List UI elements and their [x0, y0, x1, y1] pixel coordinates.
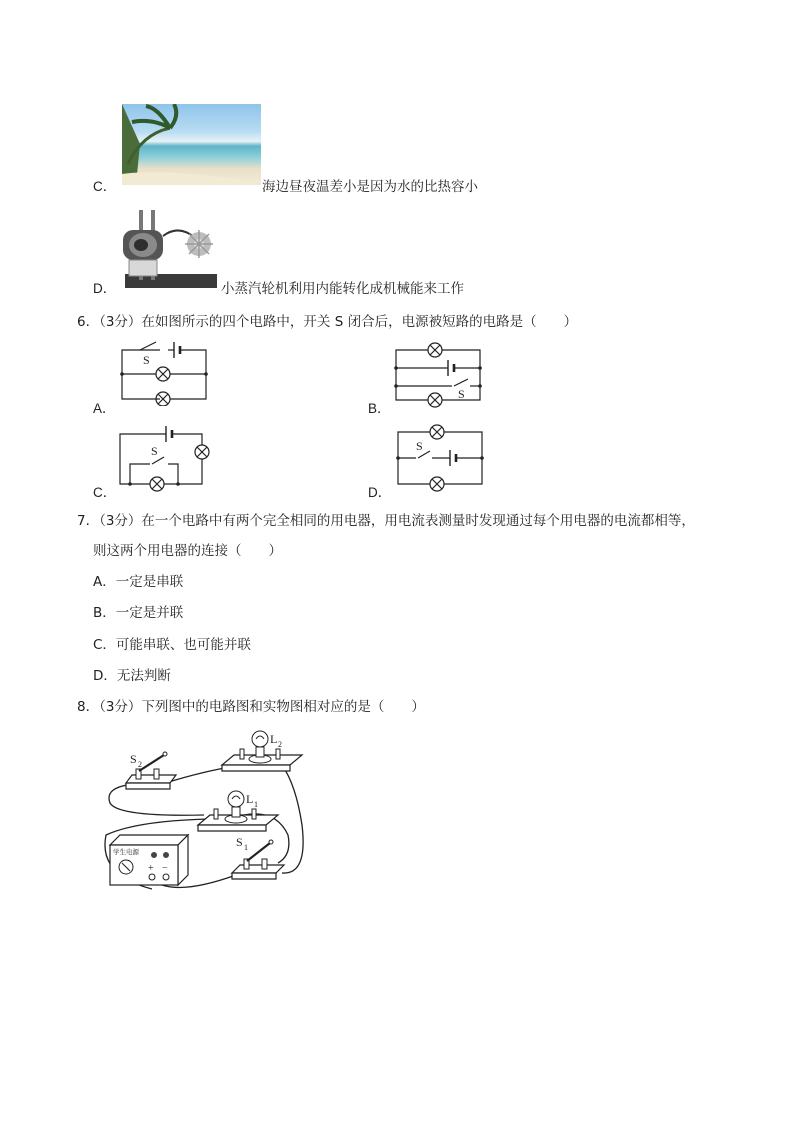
circuit-diagram-a: [116, 336, 212, 406]
beach-photo: [122, 104, 261, 185]
switch-label: S: [151, 444, 158, 458]
question-stem: 6．（3分）在如图所示的四个电路中，开关 S 闭合后，电源被短路的电路是（ ）: [77, 314, 578, 330]
option-letter: A．: [93, 401, 116, 416]
option-letter: C．: [93, 179, 117, 194]
l1-subscript: 1: [254, 800, 258, 809]
terminal-icon: [149, 874, 155, 880]
l2-label: L: [270, 732, 278, 746]
switch-label: S: [143, 353, 150, 367]
option-a: A．一定是串联: [93, 574, 184, 590]
power-supply: [110, 835, 188, 885]
circuit-diagram-c: [116, 422, 216, 494]
lamp-icon: [195, 445, 209, 459]
steam-turbine-photo: [117, 208, 220, 292]
lamp-icon: [430, 477, 444, 491]
lamp-l1: [198, 791, 278, 831]
option-d: D．无法判断: [93, 668, 171, 684]
indicator-icon: [163, 852, 169, 858]
lamp-l2: [222, 731, 302, 771]
s1-label: S: [236, 835, 243, 849]
option-b: B．一定是并联: [93, 605, 184, 621]
lamp-icon: [428, 393, 442, 407]
question-stem-line-2: 则这两个用电器的连接（ ）: [93, 543, 282, 559]
l1-label: L: [246, 792, 254, 806]
option-letter: D．: [368, 485, 392, 500]
bulb-icon: [252, 731, 268, 747]
bulb-icon: [228, 791, 244, 807]
lamp-icon: [430, 425, 444, 439]
switch-label: S: [416, 439, 423, 453]
s2-label: S: [130, 752, 137, 766]
terminal-icon: [163, 874, 169, 880]
option-letter: C．: [93, 485, 117, 500]
s2-subscript: 2: [138, 760, 142, 769]
indicator-icon: [151, 852, 157, 858]
option-letter: D．: [93, 281, 117, 296]
physical-circuit-figure: [96, 725, 322, 900]
lamp-icon: [150, 477, 164, 491]
option-text: 海边昼夜温差小是因为水的比热容小: [262, 179, 478, 195]
circuit-diagram-d: [392, 422, 488, 494]
option-c: C．可能串联、也可能并联: [93, 637, 251, 653]
lamp-icon: [428, 343, 442, 357]
s1-subscript: 1: [244, 843, 248, 852]
option-letter: B．: [368, 401, 391, 416]
plus-label: +: [148, 863, 154, 874]
minus-label: −: [162, 863, 168, 874]
circuit-diagram-b: [392, 338, 484, 408]
lamp-icon: [156, 367, 170, 381]
question-stem-line-1: 7．（3分）在一个电路中有两个完全相同的用电器，用电流表测量时发现通过每个用电器的电流都相等，: [77, 513, 695, 529]
l2-subscript: 2: [278, 740, 282, 749]
question-stem: 8．（3分）下列图中的电路图和实物图相对应的是（ ）: [77, 699, 425, 715]
palm-tree-icon: [122, 104, 261, 185]
switch-label: S: [458, 387, 465, 401]
option-text: 小蒸汽轮机利用内能转化成机械能来工作: [221, 281, 464, 297]
power-supply-label: 学生电源: [113, 848, 139, 856]
